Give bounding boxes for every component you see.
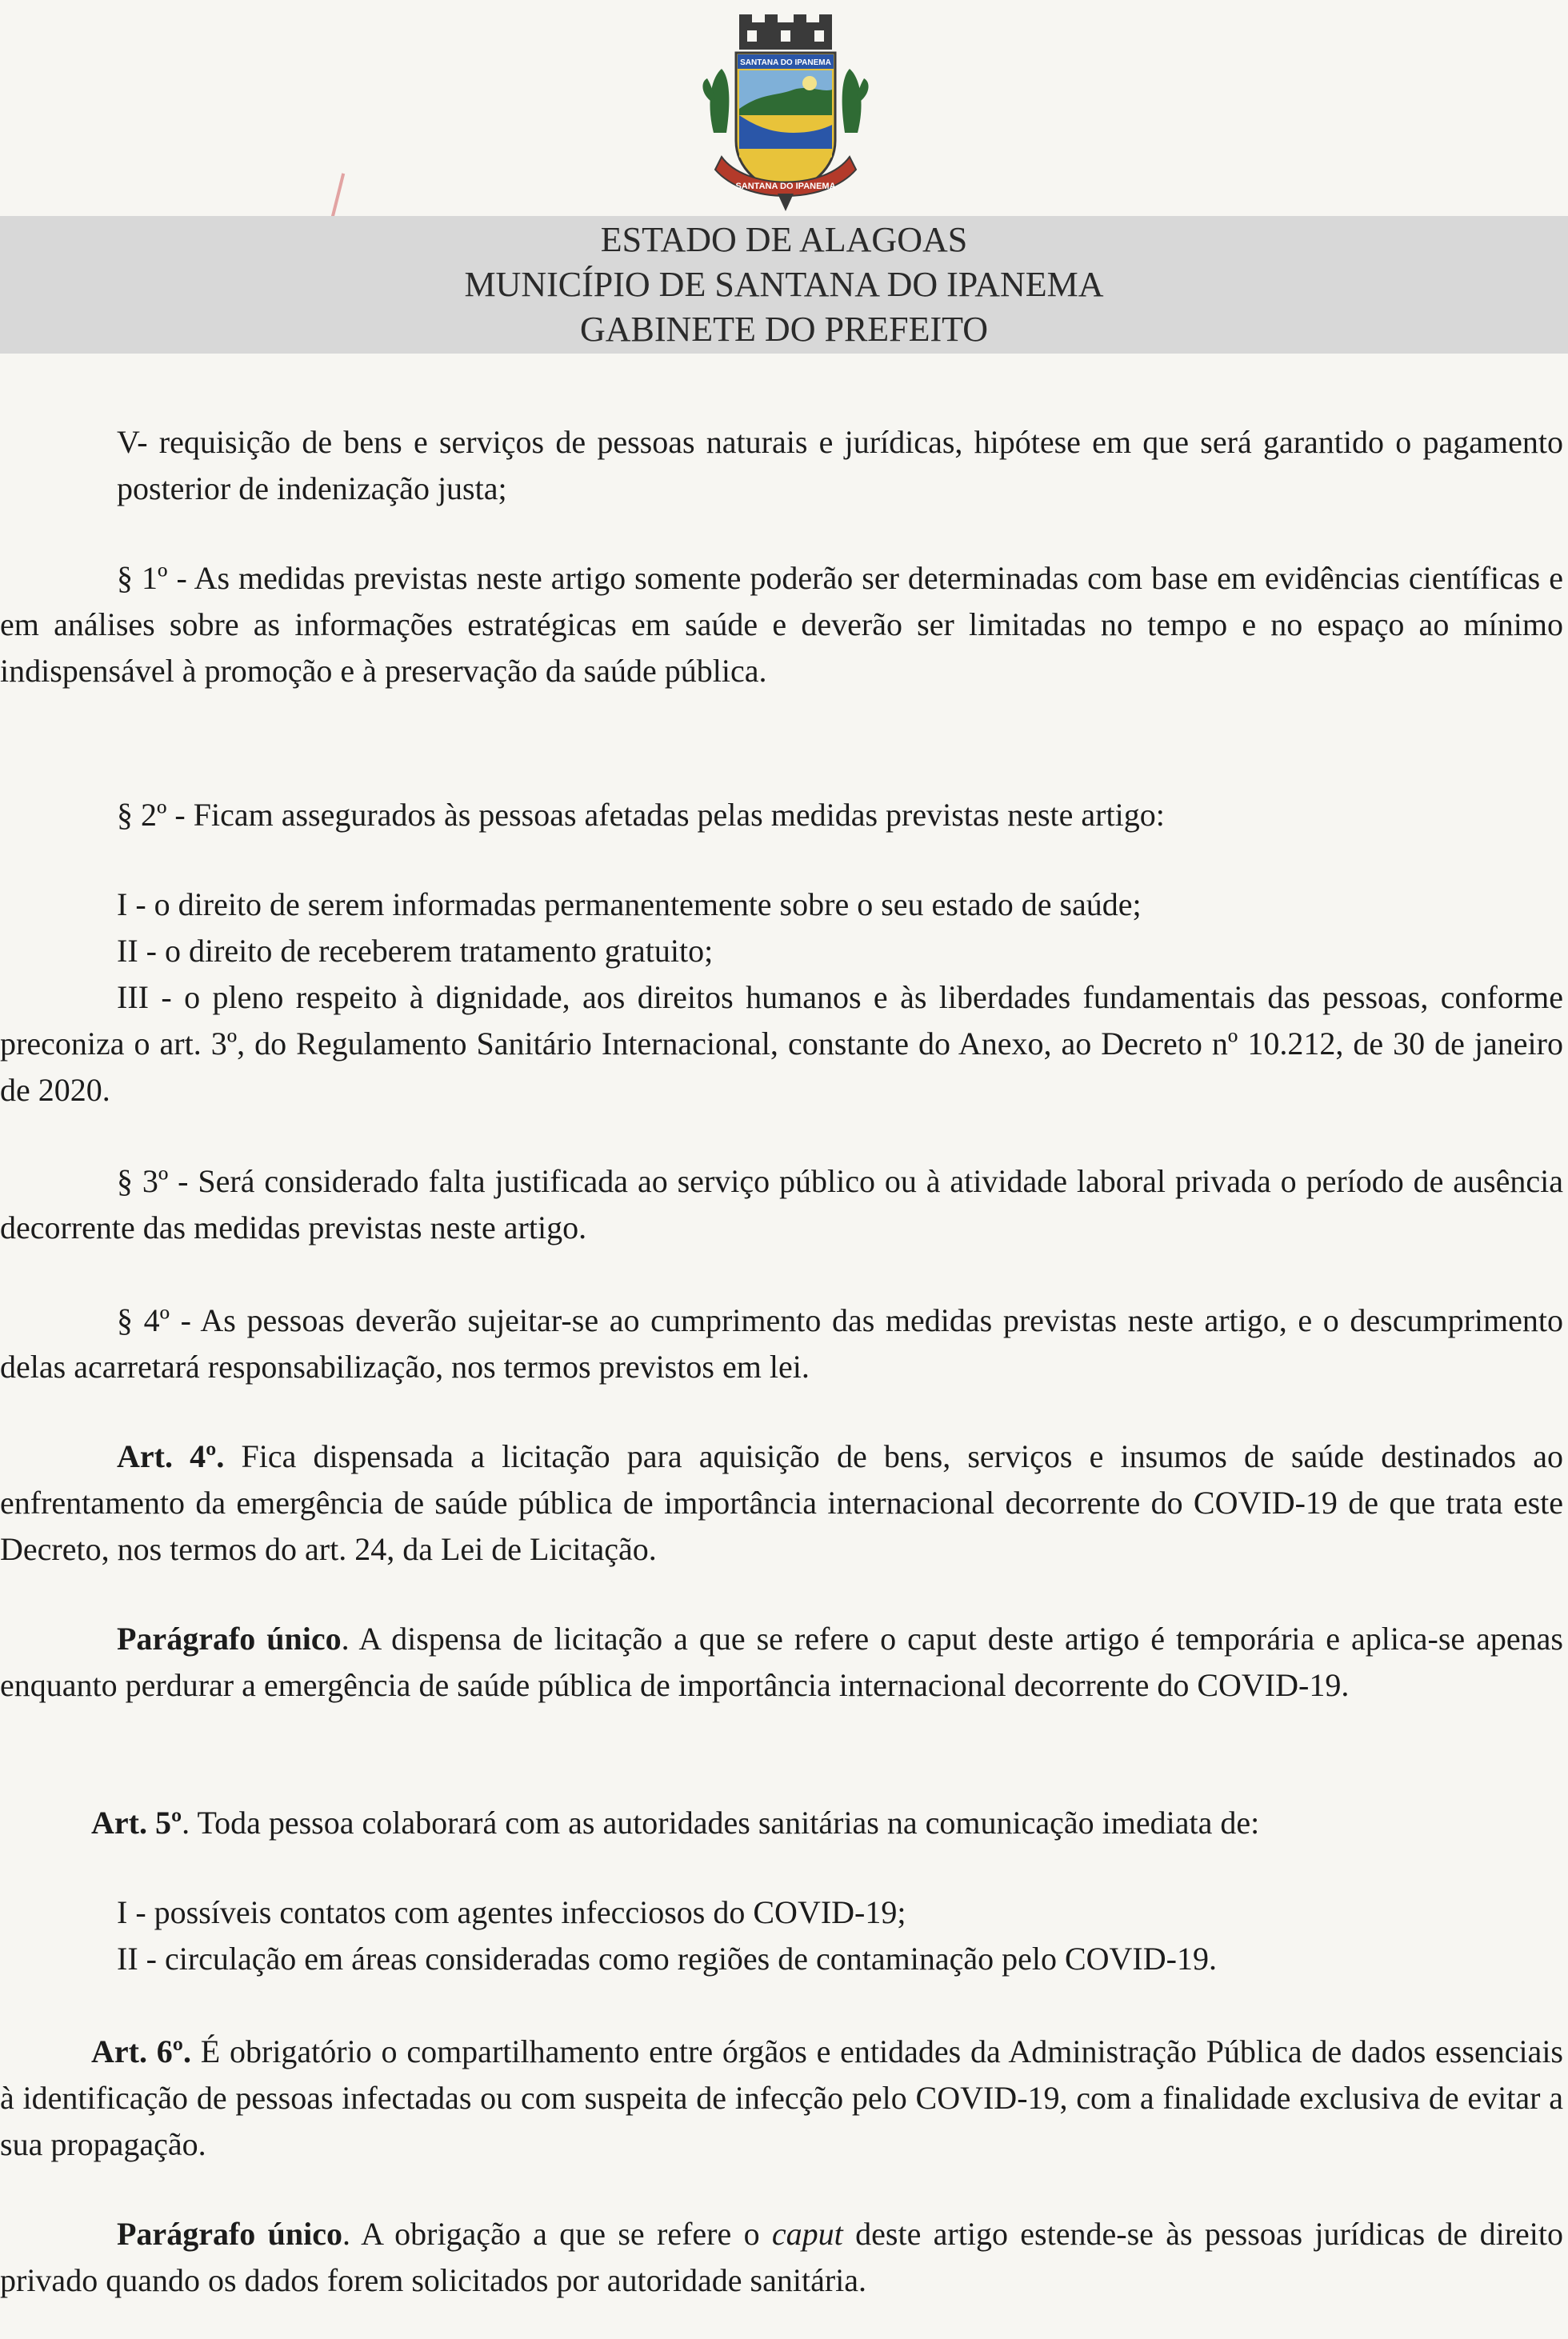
article-5	[91, 1800, 1563, 1846]
article-4-text: Fica dispensada a licitação para aquisição de bens, serviços e insumos de saúde destinados ao enfrentamento da emergência de saúde pública de importância internacional decorrente do COVID-19 de que trata este Decreto, nos termos do art. 24, da Lei de Licitação.	[0, 1438, 1563, 1567]
svg-text:SANTANA DO IPANEMA: SANTANA DO IPANEMA	[735, 182, 836, 191]
paragraph-section-2: § 2º - Ficam assegurados às pessoas afetadas pelas medidas previstas neste artigo:	[117, 797, 1165, 833]
article-4	[0, 1433, 1563, 1573]
sole-paragraph-text: . A dispensa de licitação a que se refere o caput deste artigo é temporária e aplica-se apenas enquanto perdurar a emergência de saúde pública de importância internacional decorrente do COVID-19.	[0, 1621, 1563, 1703]
section-2-item-ii: II - o direito de receberem tratamento gratuito;	[117, 933, 714, 969]
article-6-text: É obrigatório o compartilhamento entre órgãos e entidades da Administração Pública de dados essenciais à identificação de pessoas infectadas ou com suspeita de infecção pelo COVID-19, com a finalidade exclusiva de evitar a sua propagação.	[0, 2033, 1563, 2162]
article-6-label: Art. 6º.	[91, 2033, 191, 2069]
paragraph-section-3: § 3º - Será considerado falta justificada ao serviço público ou à atividade laboral privada o período de ausência decorrente das medidas previstas neste artigo.	[0, 1163, 1563, 1245]
article-5-item-ii: II - circulação em áreas consideradas como regiões de contaminação pelo COVID-19.	[117, 1941, 1217, 1977]
article-6-sole-paragraph	[0, 2211, 1563, 2304]
article-5-item-i: I - possíveis contatos com agentes infecciosos do COVID-19;	[117, 1894, 906, 1930]
caput-term: caput	[771, 2216, 843, 2252]
sole-paragraph-label: Parágrafo único	[117, 2216, 342, 2252]
section-2-item-iii: III - o pleno respeito à dignidade, aos direitos humanos e às liberdades fundamentais das pessoas, conforme preconiza o art. 3º, do Regulamento Sanitário Internacional, constante do Anexo, ao Decreto nº 10.212, de 30 de janeiro de 2020.	[0, 979, 1563, 1108]
svg-text:SANTANA DO IPANEMA: SANTANA DO IPANEMA	[740, 58, 831, 67]
pen-mark	[330, 173, 345, 220]
article-6	[0, 2029, 1563, 2168]
header-municipality: MUNICÍPIO DE SANTANA DO IPANEMA	[464, 265, 1104, 304]
sole-paragraph-text-b: deste artigo estende-se às pessoas jurídicas de direito privado quando os dados forem solicitados por autoridade sanitária.	[0, 2216, 1564, 2298]
section-2-item-i: I - o direito de serem informadas permanentemente sobre o seu estado de saúde;	[117, 886, 1142, 922]
municipal-crest	[690, 13, 882, 213]
paragraph-section-1: § 1º - As medidas previstas neste artigo somente poderão ser determinadas com base em evidências científicas e em análises sobre as informações estratégicas em saúde e deverão ser limitadas no tempo e no espaço ao mínimo indispensável à promoção e à preservação da saúde pública.	[0, 560, 1563, 689]
article-5-text: . Toda pessoa colaborará com as autoridades sanitárias na comunicação imediata de:	[182, 1805, 1260, 1841]
header-office: GABINETE DO PREFEITO	[579, 310, 989, 349]
paragraph-item-v: V- requisição de bens e serviços de pessoas naturais e jurídicas, hipótese em que será garantido o pagamento posterior de indenização justa;	[117, 424, 1563, 506]
sole-paragraph-text-a: . A obrigação a que se refere o	[342, 2216, 772, 2252]
paragraph-section-4: § 4º - As pessoas deverão sujeitar-se ao cumprimento das medidas previstas neste artigo, e o descumprimento delas acarretará responsabilização, nos termos previstos em lei.	[0, 1302, 1563, 1385]
sole-paragraph-label: Parágrafo único	[117, 1621, 342, 1657]
article-4-sole-paragraph	[0, 1616, 1563, 1709]
header-state: ESTADO DE ALAGOAS	[600, 220, 968, 259]
article-5-label: Art. 5º	[91, 1805, 182, 1841]
article-4-label: Art. 4º.	[117, 1438, 225, 1474]
